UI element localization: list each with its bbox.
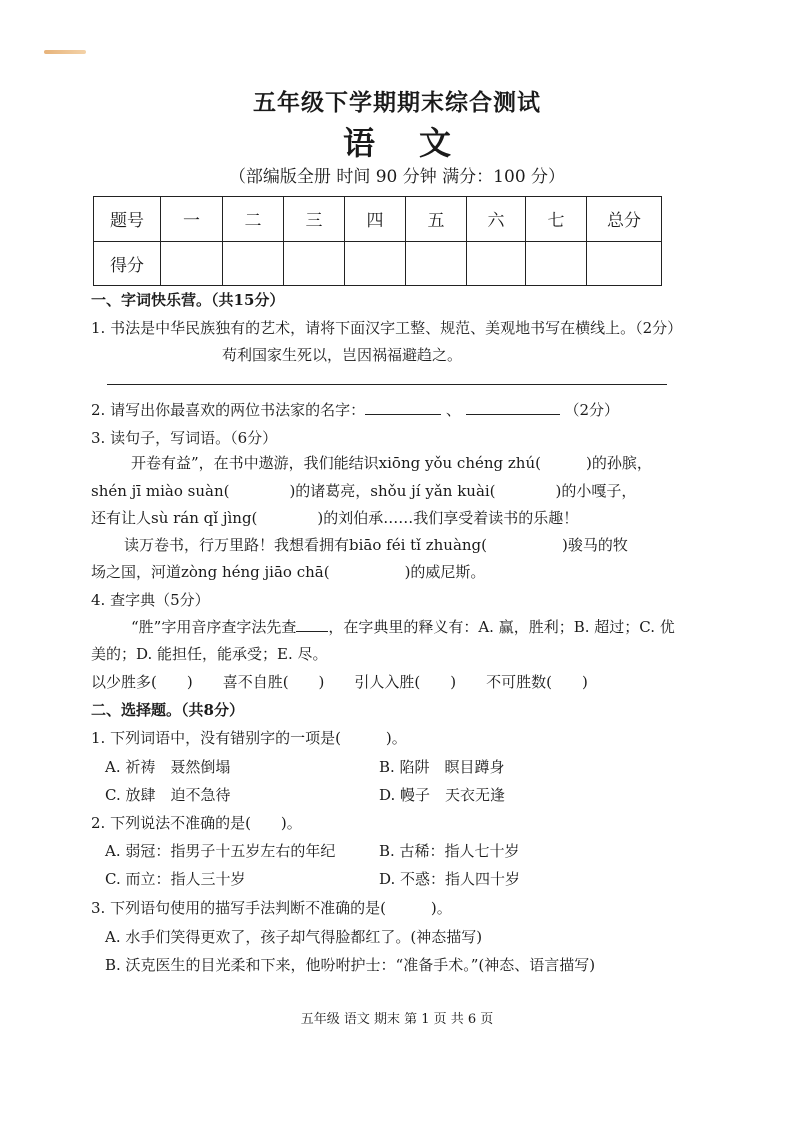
section1-q4: 4. 查字典（5分）	[91, 591, 210, 609]
section1-q2	[91, 400, 619, 420]
section1-q1-text: 苟利国家生死以，岂因祸福避趋之。	[222, 346, 463, 364]
q3-line-2: shén jī miào suàn( )的诸葛亮，shǒu jí yǎn kuài( )的小嘎子，	[91, 482, 637, 500]
q1-option-b: B. 陷阱 瞑目蹲身	[379, 758, 505, 776]
q4-line-1-a: “胜”字用音序查字法先查	[131, 618, 297, 636]
score-cell[interactable]	[284, 241, 345, 286]
score-cell[interactable]	[406, 241, 467, 286]
q3-option-b: B. 沃克医生的目光柔和下来，他吩咐护士：“准备手术。”(神态、语言描写)	[105, 956, 596, 974]
q2-option-a: A. 弱冠：指男子十五岁左右的年纪	[105, 842, 336, 860]
section1-heading: 一、字词快乐营。（共15分）	[91, 291, 285, 309]
q4-line-1-b: ，在字典里的释义有：A. 赢，胜利；B. 超过；C. 优	[328, 618, 675, 636]
score-header-cell: 题号	[94, 197, 161, 242]
q4-line-3: 以少胜多( ) 喜不自胜( ) 引人入胜( ) 不可胜数( )	[91, 673, 588, 691]
answer-blank-1[interactable]	[365, 400, 441, 415]
section2-q2: 2. 下列说法不准确的是( )。	[91, 814, 302, 832]
exam-title: 五年级下学期期末综合测试	[253, 89, 541, 116]
q1-option-d: D. 幔子 天衣无逢	[379, 786, 506, 804]
section2-heading: 二、选择题。（共8分）	[91, 701, 244, 719]
section1-q1: 1. 书法是中华民族独有的艺术，请将下面汉字工整、规范、美观地书写在横线上。（2分）	[91, 319, 683, 337]
score-header-cell: 三	[284, 197, 345, 242]
section2-q1: 1. 下列词语中，没有错别字的一项是( )。	[91, 729, 407, 747]
q3-line-3: 还有让人sù rán qǐ jìng( )的刘伯承……我们享受着读书的乐趣！	[91, 509, 579, 527]
q3-line-4: 读万卷书，行万里路！我想看拥有biāo féi tǐ zhuàng( )骏马的牧	[124, 536, 628, 554]
q2-option-c: C. 而立：指人三十岁	[105, 870, 246, 888]
q3-option-a: A. 水手们笑得更欢了，孩子却气得脸都红了。(神态描写)	[105, 928, 483, 946]
exam-info: （部编版全册 时间 90 分钟 满分：100 分）	[228, 167, 566, 187]
subject-char-2: 文	[419, 124, 452, 162]
q2-option-d: D. 不惑：指人四十岁	[379, 870, 521, 888]
score-header-cell: 五	[406, 197, 467, 242]
score-cell[interactable]	[526, 241, 587, 286]
q3-line-5: 场之国，河道zòng héng jiāo chā( )的威尼斯。	[91, 563, 486, 581]
score-header-cell: 六	[467, 197, 526, 242]
score-header-cell: 总分	[587, 197, 662, 242]
q1-option-a: A. 祈祷 聂然倒塌	[105, 758, 231, 776]
score-table-header-row	[94, 197, 662, 242]
score-header-cell: 一	[161, 197, 223, 242]
answer-blank-letter[interactable]	[296, 617, 328, 632]
score-header-cell: 四	[345, 197, 406, 242]
section2-q3: 3. 下列语句使用的描写手法判断不准确的是( )。	[91, 899, 452, 917]
subject-title	[0, 118, 794, 164]
q1-option-c: C. 放肆 迫不急待	[105, 786, 231, 804]
score-table	[93, 196, 662, 286]
score-row-label: 得分	[94, 241, 161, 286]
q4-line-1	[131, 617, 675, 637]
q3-line-1: 开卷有益”，在书中遨游，我们能结识xiōng yǒu chéng zhú( )的孙膑，	[131, 454, 652, 472]
page-footer: 五年级 语文 期末 第 1 页 共 6 页	[300, 1012, 494, 1027]
q2-option-b: B. 古稀：指人七十岁	[379, 842, 520, 860]
score-cell[interactable]	[587, 241, 662, 286]
score-cell[interactable]	[345, 241, 406, 286]
section1-q3: 3. 读句子，写词语。（6分）	[91, 429, 278, 447]
answer-blank-2[interactable]	[466, 400, 560, 415]
q2-score: （2分）	[564, 401, 619, 419]
score-header-cell: 二	[223, 197, 284, 242]
score-cell[interactable]	[467, 241, 526, 286]
score-cell[interactable]	[161, 241, 223, 286]
score-header-cell: 七	[526, 197, 587, 242]
q2-prompt: 2. 请写出你最喜欢的两位书法家的名字：	[91, 401, 366, 419]
q4-line-2: 美的；D. 能担任，能承受；E. 尽。	[91, 645, 328, 663]
stain-mark	[44, 50, 86, 54]
writing-line[interactable]	[107, 384, 667, 385]
subject-char-1: 语	[342, 124, 375, 162]
score-table-score-row	[94, 241, 662, 286]
q2-separator: 、	[445, 401, 461, 419]
score-cell[interactable]	[223, 241, 284, 286]
